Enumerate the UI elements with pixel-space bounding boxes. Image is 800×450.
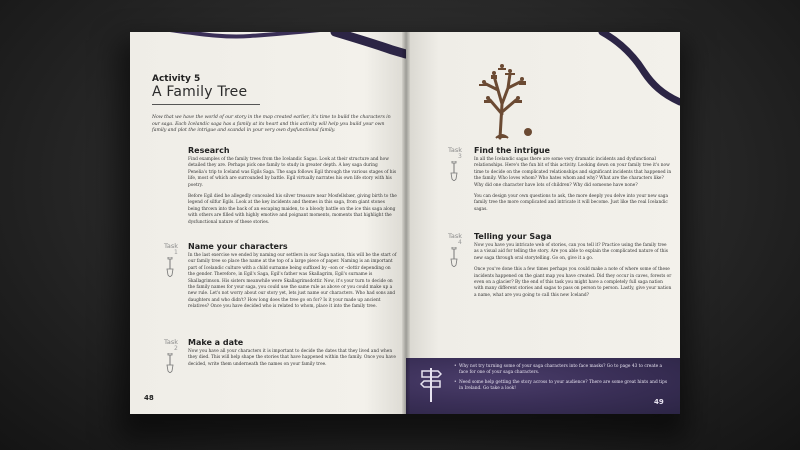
page-number: 49	[654, 398, 664, 406]
section-make-date	[188, 338, 398, 373]
book-gutter	[402, 32, 410, 414]
task-number: 2	[174, 345, 178, 352]
task-number: 1	[174, 249, 178, 256]
task-marker-4	[448, 232, 462, 267]
left-page	[130, 32, 406, 414]
signpost-icon	[420, 366, 442, 402]
page-number: 48	[144, 394, 154, 402]
task-label: Task	[448, 146, 463, 154]
section-heading: Research	[188, 146, 230, 155]
section-name-characters	[188, 242, 398, 316]
task-number: 3	[458, 153, 462, 160]
tree-illustration	[464, 54, 544, 144]
section-heading: Telling your Saga	[474, 232, 552, 241]
shovel-icon	[449, 247, 459, 267]
section-find-intrigue	[474, 146, 672, 218]
title-divider	[152, 104, 260, 105]
task-label: Task	[448, 232, 463, 240]
page-title: A Family Tree	[152, 84, 248, 100]
section-heading: Name your characters	[188, 242, 288, 251]
section-paragraph: Now you have all your characters it is important to decide the dates that they lived and when they died. This will help shape the stories that have happened within the family. Once you have decided, write them underneath the names on your family tree.	[188, 349, 396, 367]
task-marker-3	[448, 146, 462, 181]
section-paragraph: Find examples of the family trees from the Icelandic Sagas. Look at their structure and how detailed they are. Perhaps pick one family to study in greater depth. A key saga during Penelia's trip to Iceland was Egils Saga. The saga follows Egil through the various stages of his life, most of which are surrounded by battle. Egil virtually narrates his own life story with his poetry.	[188, 157, 397, 188]
task-marker-2	[164, 338, 178, 373]
shovel-icon	[165, 257, 175, 277]
section-paragraph: Now you have you intricate web of stories, can you tell it? Practice using the family tree as a visual aid for telling the story. Are you able to explain the complicated nature of this new saga through oral storytelling. Go on, give it a go.	[474, 243, 669, 261]
tips-list	[454, 364, 672, 395]
section-research	[188, 146, 398, 231]
task-label: Task	[164, 338, 179, 346]
section-paragraph: In the last exercise we ended by naming our settlers in our Saga nation, this will be the start of our family tree so place the name at the top of a large piece of paper. Naming is an important part of Icelandic culture with a child surname being suffixed by –son or –dottir depending on the gender. Therefore, in Egil's Saga, Egil's father was Skallagrim, Egil's surname is Skallagrimson. His sisters meanwhile were Skallagrimsdottir. Now, it's your turn to decide on the family names for your saga, you could use the same rule as above or you could make up a new rule. Let's not worry about our story yet, lets just name our characters. Who had sons and daughters and who didn't? How long does the tree go on for? Is it your made up ancient relatives? Once you have decided who is related to whom, place it into the family tree.	[188, 253, 397, 310]
right-page	[406, 32, 680, 414]
tip-item: • Why not try turning some of your saga characters into face masks? Go to page 43 to create a face for one of your saga characters.	[454, 364, 672, 377]
brush-stroke-decoration	[130, 32, 406, 72]
section-telling-saga	[474, 232, 672, 304]
section-heading: Find the intrigue	[474, 146, 550, 155]
section-heading: Make a date	[188, 338, 244, 347]
section-paragraph: In all the Icelandic sagas there are some very dramatic incidents and dysfunctional relationships. Here's the fun bit of this activity. Looking down on your family tree it's now time to decide on the complicated relationships and significant incidents that happened in the family. Who loves whom? Who hates whom and why? What are the characters like? Why did one character have lots of children? Why did someone have none?	[474, 157, 672, 188]
section-paragraph: You can design your own questions to ask, the more deeply you delve into your new saga family tree the more complicated and intricate it will become. Just like the real Icelandic sagas.	[474, 194, 669, 212]
shovel-icon	[165, 353, 175, 373]
tips-box	[406, 358, 680, 414]
task-label: Task	[164, 242, 179, 250]
task-number: 4	[458, 239, 462, 246]
intro-text: Now that we have the world of our story in the map created earlier, it's time to build the characters in our saga. Each Icelandic saga has a family at its heart and this activity will help you build your own family and plot the intrigue and scandal in your very own dysfunctional family.	[152, 115, 391, 134]
tip-item: • Need some help getting the story across to your audience? There are some great hints and tips in Ireland. Go take a look!	[454, 380, 672, 393]
section-paragraph: Once you've done this a few times perhaps you could make a note of where some of these incidents happened on the giant map you have created. Did they occur in caves, forests or even on a glacier? By the end of this task you might have a completely full saga nation with many different stories and sagas to pass on person to person. Lastly, give your nation a name, what are you going to call this new Iceland?	[474, 267, 672, 298]
shovel-icon	[449, 161, 459, 181]
activity-number: Activity 5	[152, 74, 201, 84]
task-marker-1	[164, 242, 178, 277]
section-paragraph: Before Egil died he allegedly concealed his silver treasure near Mosfellsbær, giving birth to the legend of silfur Egils. Look at the key incidents and themes in this saga, from giant stones being thrown into the back of an escaping maiden, to a bloody battle on the ice this saga along with others are filled with highly emotive and poignant moments, moments that highlight the dysfunctional nature of these stories.	[188, 194, 397, 225]
